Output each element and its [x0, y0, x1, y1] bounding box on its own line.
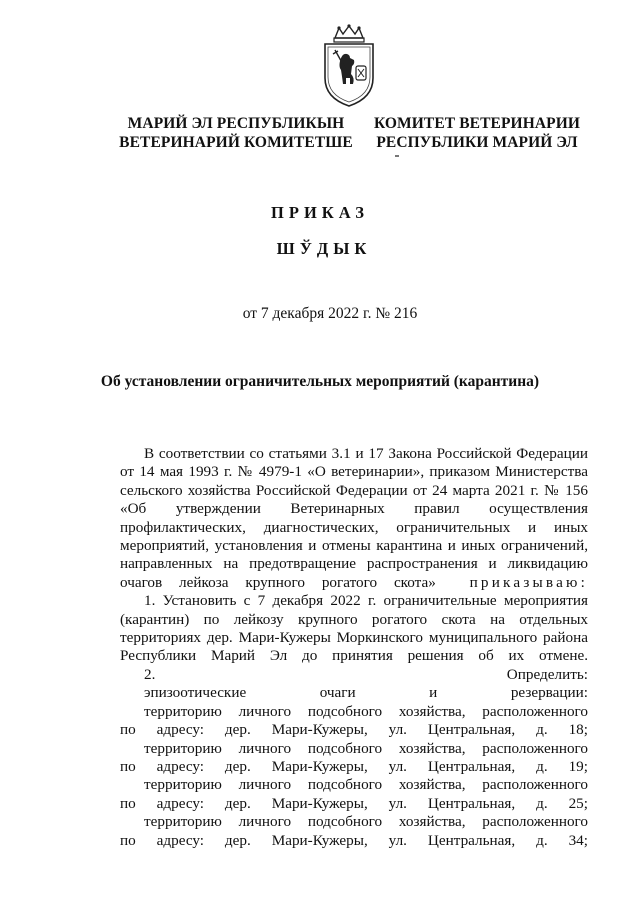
document-title-ru: ПРИКАЗ: [271, 203, 369, 222]
item1-line: Республики Марий Эл до принятия решения об их отмене.: [120, 647, 588, 665]
preamble-line: профилактических, диагностических, ограничительных и иных: [120, 518, 588, 536]
document-body: [120, 445, 588, 850]
preamble-line: В соответствии со статьями 3.1 и 17 Закона Российской Федерации: [144, 445, 588, 462]
header-left-line1: МАРИЙ ЭЛ РЕСПУБЛИКЫН: [127, 115, 345, 132]
territory-line: территорию личного подсобного хозяйства, расположенного: [144, 813, 588, 831]
preamble-line-text: очагов лейкоза крупного рогатого скота»: [120, 573, 436, 591]
paragraph-preamble: [120, 445, 588, 592]
document-date-number: от 7 декабря 2022 г. № 216: [242, 305, 418, 322]
preamble-line: сельского хозяйства Российской Федерации от 24 марта 2021 г. № 156: [120, 481, 588, 499]
territory-line: территорию личного подсобного хозяйства, расположенного: [144, 702, 588, 720]
territory-address: по адресу: дер. Мари-Кужеры, ул. Центральная, д. 19;: [120, 757, 588, 775]
preamble-line: «Об утверждении Ветеринарных правил осуществления: [120, 500, 588, 518]
coat-of-arms-icon: [321, 24, 377, 108]
preamble-line: мероприятий, установления и отмены карантина и иных ограничений,: [120, 537, 588, 555]
territory-address: по адресу: дер. Мари-Кужеры, ул. Центральная, д. 18;: [120, 721, 588, 739]
foci-heading: эпизоотические очаги и резервации:: [144, 684, 588, 702]
preamble-line: от 14 мая 1993 г. № 4979-1 «О ветеринарии», приказом Министерства: [120, 463, 588, 481]
paragraph-item-2: [120, 666, 588, 703]
header-right-line2: РЕСПУБЛИКИ МАРИЙ ЭЛ: [376, 134, 578, 151]
item2-line: 2. Определить:: [144, 665, 588, 683]
header-left-line2: ВЕТЕРИНАРИЙ КОМИТЕТШЕ: [119, 134, 353, 151]
header-right-line1: КОМИТЕТ ВЕТЕРИНАРИИ: [373, 115, 581, 132]
territory-address: по адресу: дер. Мари-Кужеры, ул. Центральная, д. 25;: [120, 794, 588, 812]
header-left: [116, 114, 356, 152]
territory-line: территорию личного подсобного хозяйства, расположенного: [144, 776, 588, 794]
item1-line: 1. Установить с 7 декабря 2022 г. ограничительные мероприятия: [144, 592, 588, 610]
document-title-mari: ШЎДЫК: [276, 239, 372, 258]
item1-line: (карантин) по лейкозу крупного рогатого скота на отдельных: [120, 610, 588, 628]
preamble-last-line: [120, 574, 588, 592]
territory-address: по адресу: дер. Мари-Кужеры, ул. Центральная, д. 34;: [120, 831, 588, 849]
scan-mark: [395, 155, 399, 157]
header-right: [362, 114, 592, 152]
document-subject: Об установлении ограничительных мероприятий (карантина): [100, 373, 540, 390]
order-word: приказываю:: [469, 573, 588, 591]
preamble-line: направленных на предотвращение распространения и ликвидацию: [120, 555, 588, 573]
paragraph-item-1: [120, 592, 588, 666]
territory-list: [120, 703, 588, 850]
territory-line: территорию личного подсобного хозяйства, расположенного: [144, 739, 588, 757]
item1-line: территориях дер. Мари-Кужеры Моркинского муниципального района: [120, 629, 588, 647]
